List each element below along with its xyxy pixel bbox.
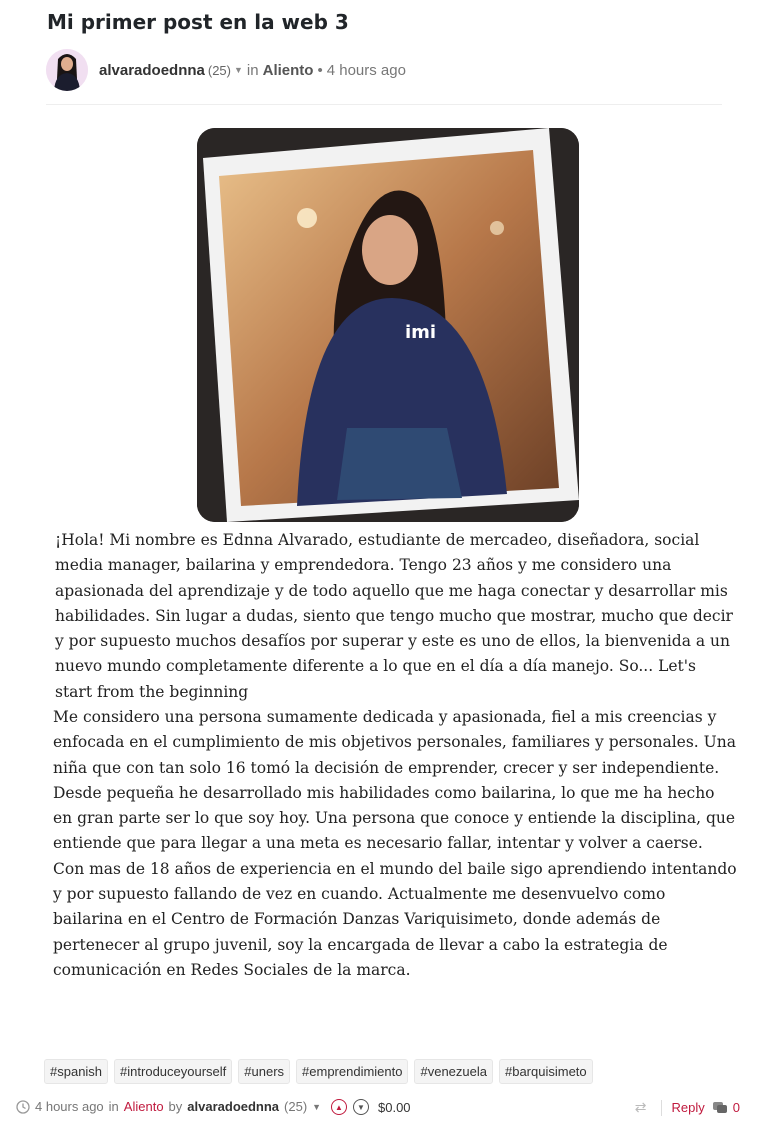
meta-separator: • [317,61,323,79]
caret-down-icon[interactable]: ▼ [234,65,243,75]
reblog-icon[interactable]: ⇄ [634,1099,647,1115]
action-divider [661,1100,662,1116]
post-photo [197,128,579,522]
reply-button[interactable]: Reply [671,1100,705,1115]
comments-link[interactable] [713,1100,740,1115]
post-paragraph: Me considero una persona sumamente dedicada y apasionada, fiel a mis creencias y enfocada en el cumplimiento de mis objetivos personales, familiares y personales. Una niña que con tan solo 16 tomó la decisión de emprender, crecer y ser independiente. Desde pequeña he desarrollado mis habilidades como bailarina, lo que me ha hecho en gran parte ser lo que soy hoy. Una persona que conoce y entiende la disciplina, que entiende que para llegar a una meta es necesario fallar, intentar y volver a caerse. Con mas de 18 años de experiencia en el mundo del baile sigo aprendiendo intentando y por supuesto fallando de vez en cuando. Actualmente me desenvuelvo como bailarina en el Centro de Formación Danzas Variquisimeto, donde además de pertenecer al grupo juvenil, soy la encargada de llevar a cabo la estrategia de comunicación en Redes Sociales de la marca. [53,708,737,979]
upvote-icon[interactable]: ▲ [331,1099,347,1115]
footer-community-link[interactable]: Aliento [123,1099,164,1114]
comment-count: 0 [732,1100,740,1115]
footer-meta [16,1099,321,1114]
post-footer [16,1099,748,1119]
footer-by-label: by [168,1099,183,1114]
tag-spanish[interactable]: #spanish [44,1059,108,1084]
avatar[interactable] [46,49,88,91]
tag-emprendimiento[interactable]: #emprendimiento [296,1059,408,1084]
comments-icon [713,1102,727,1114]
author-name[interactable]: alvaradoednna [99,61,205,79]
tag-uners[interactable]: #uners [238,1059,290,1084]
author-reputation: (25) [207,62,231,78]
post-paragraph: ¡Hola! Mi nombre es Ednna Alvarado, estudiante de mercadeo, diseñadora, social media manager, bailarina y emprendedora. Tengo 23 años y me considero una apasionada del aprendizaje y de todo aquello que me haga conectar y desarrollar mis habilidades. Sin lugar a dudas, siento que tengo mucho que mostrar, mucho que decir y por supuesto muchos desafíos por superar y este es uno de ellos, la bienvenida a un nuevo mundo completamente diferente a lo que en el día a día manejo. So... Let's start from the beginning [55,531,733,701]
clock-icon [16,1100,30,1114]
post-title: Mi primer post en la web 3 [47,10,349,34]
footer-in-label: in [108,1099,119,1114]
header-divider [46,104,722,105]
in-label: in [246,61,259,79]
tag-list [44,1059,593,1084]
footer-actions [635,1099,740,1116]
payout-value[interactable]: $0.00 [378,1099,411,1115]
tag-introduceyourself[interactable]: #introduceyourself [114,1059,232,1084]
caret-down-icon[interactable]: ▼ [312,1101,322,1112]
shirt-logo: imi [405,322,437,343]
downvote-icon[interactable]: ▼ [353,1099,369,1115]
community-link[interactable]: Aliento [262,61,314,79]
post-image[interactable] [197,128,579,522]
tag-venezuela[interactable]: #venezuela [414,1059,493,1084]
author-row [46,48,410,92]
footer-time: 4 hours ago [35,1099,104,1114]
footer-author[interactable]: alvaradoednna [187,1099,280,1114]
tag-barquisimeto[interactable]: #barquisimeto [499,1059,593,1084]
footer-reputation: (25) [284,1099,308,1114]
avatar-image [46,49,88,91]
post-time: 4 hours ago [326,61,406,79]
vote-controls [331,1099,411,1115]
